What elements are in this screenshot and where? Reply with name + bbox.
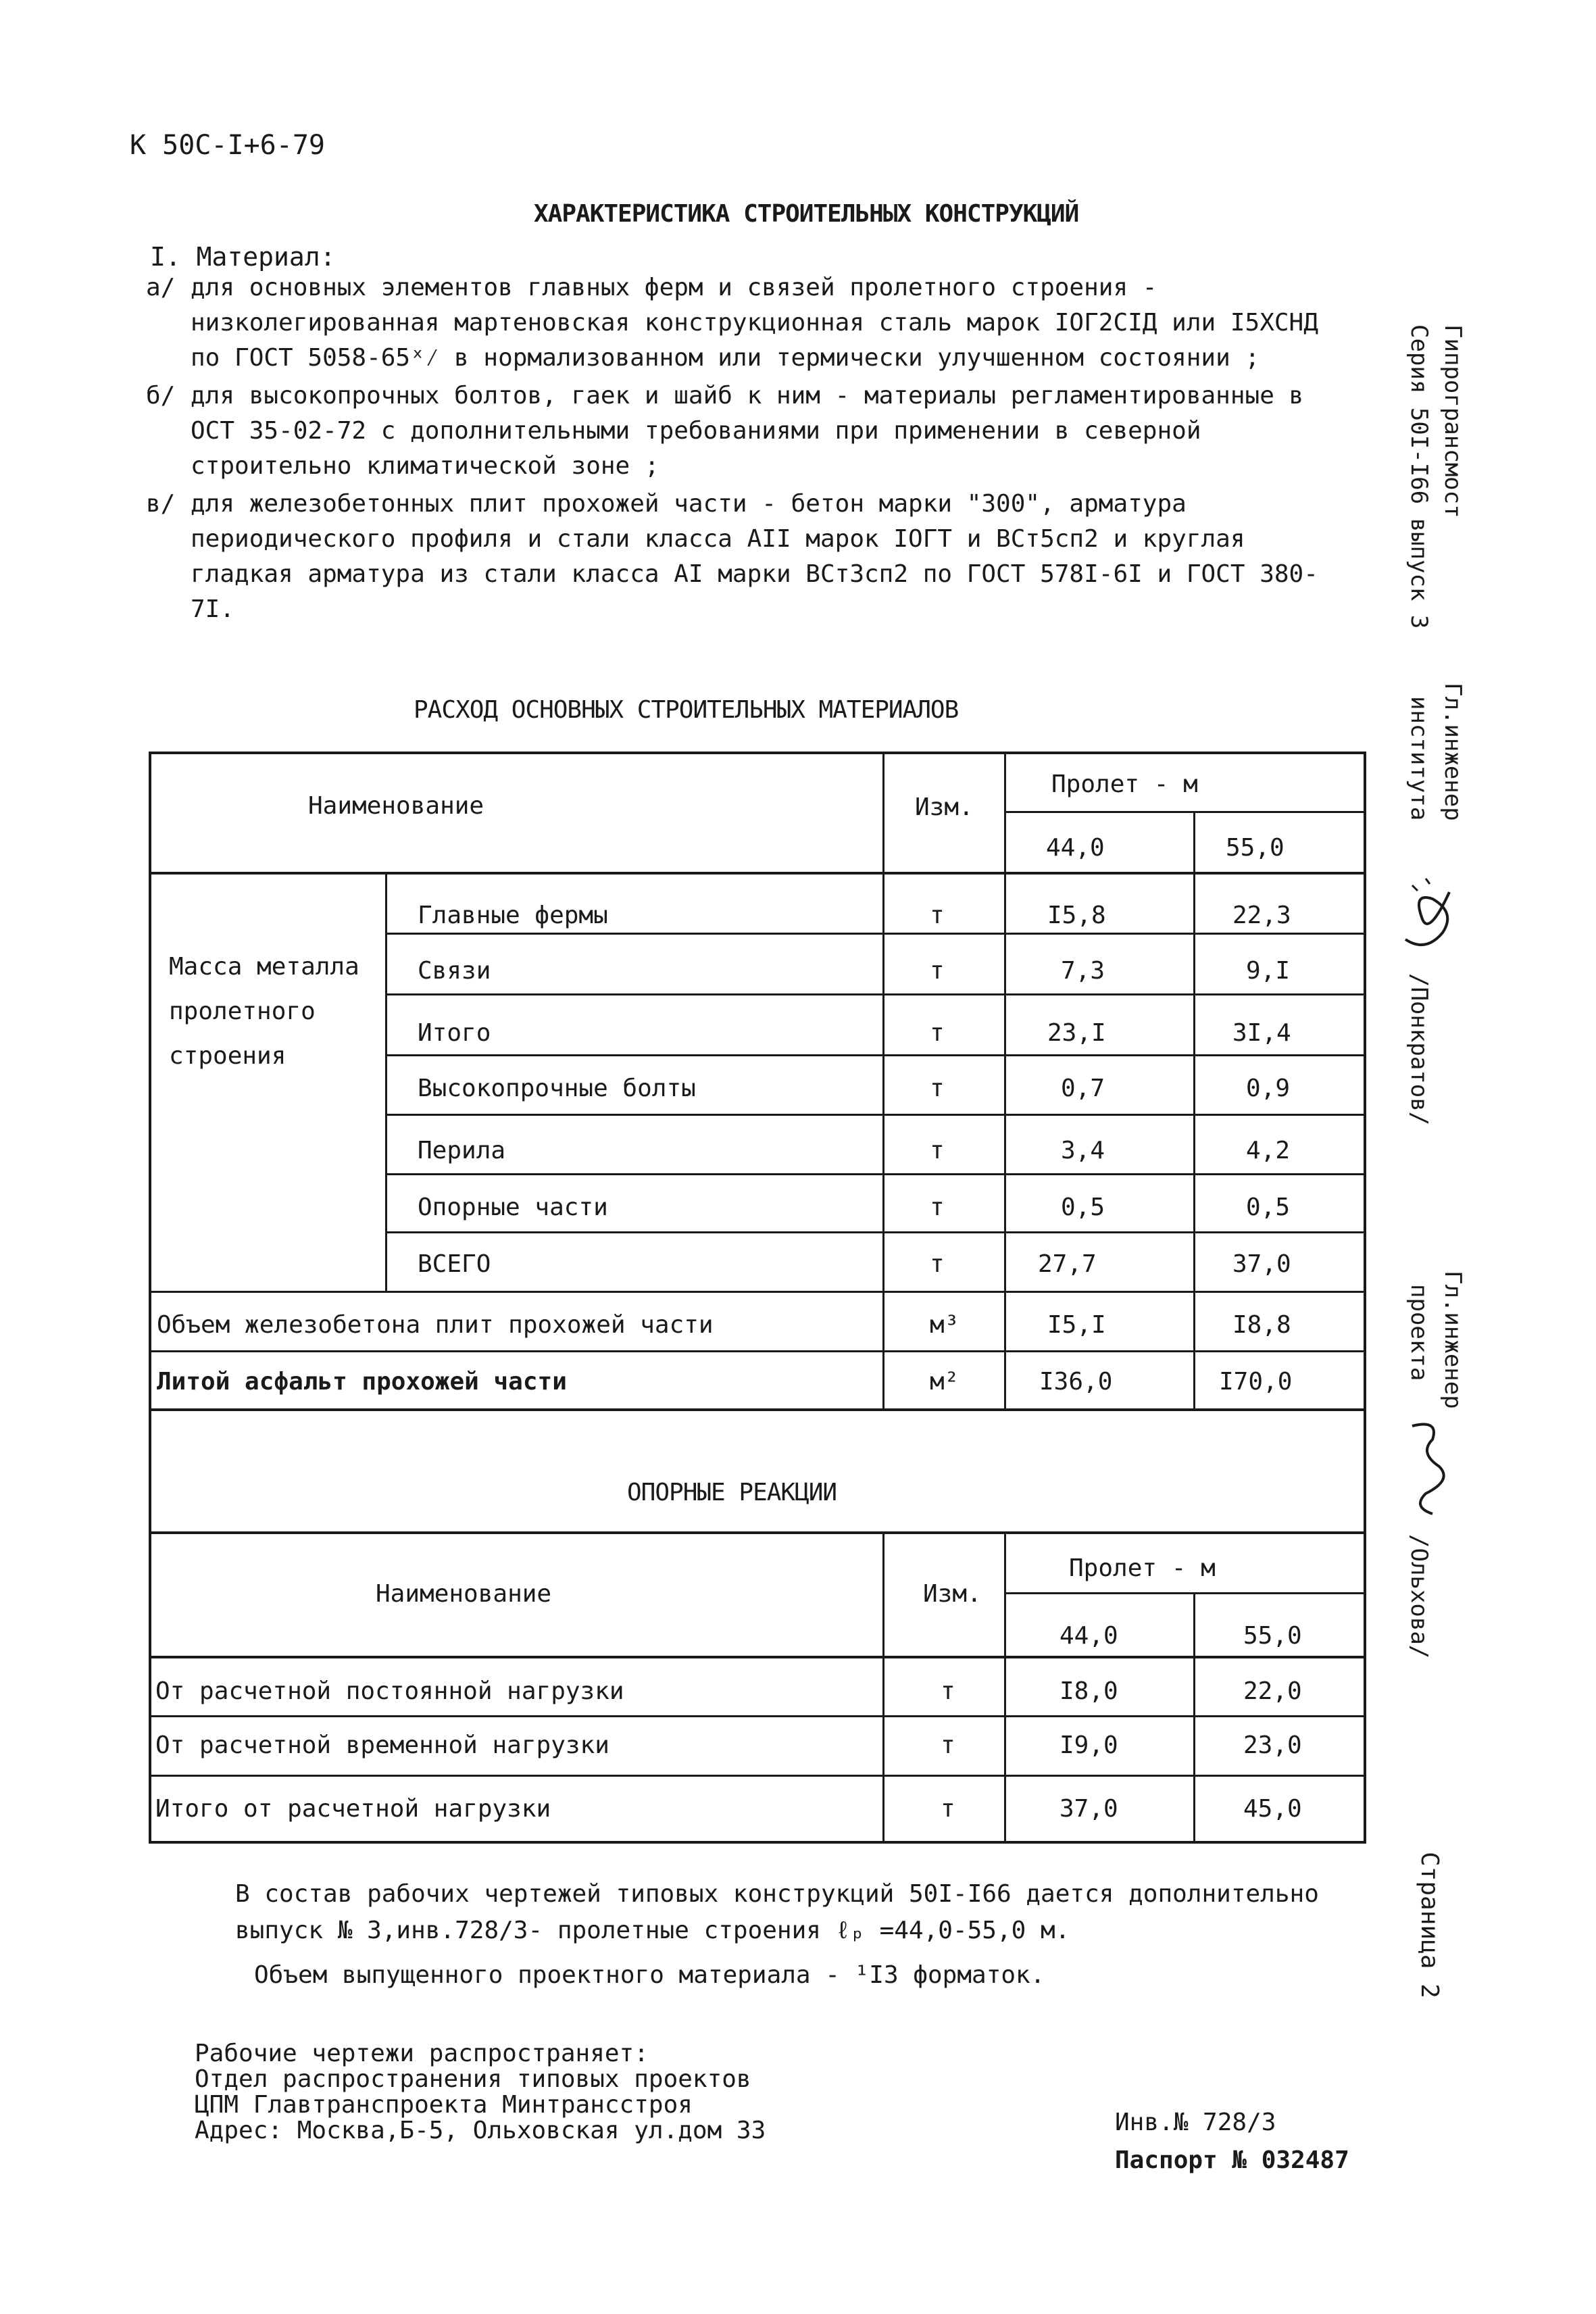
row-value-1: 0,7 xyxy=(1061,1075,1105,1102)
materials-table-title: РАСХОД ОСНОВНЫХ СТРОИТЕЛЬНЫХ МАТЕРИАЛОВ xyxy=(414,696,959,724)
row-unit: т xyxy=(930,1250,945,1278)
distribution-line: ЦПМ Главтранспроекта Минтрансстроя xyxy=(195,2091,693,2119)
distribution-block xyxy=(195,2041,766,2144)
row-value-2: 3I,4 xyxy=(1232,1019,1291,1047)
inventory-number: Инв.№ 728/3 xyxy=(1115,2109,1276,2136)
item-text: для основных элементов главных ферм и связей пролетного строения - низколегированная мартеновская конструкционная сталь марок IОГ2СIД или I5ХСНД по ГОСТ 5058-65ˣ⁄ в нормализованном или термически улучшенном состоянии ; xyxy=(191,274,1318,372)
row-name: Итого от расчетной нагрузки xyxy=(155,1795,551,1823)
reactions-title: ОПОРНЫЕ РЕАКЦИИ xyxy=(627,1479,837,1506)
signature-1-icon xyxy=(1392,872,1466,966)
sidebar-chief-engineer-project: Гл.инженер xyxy=(1439,1271,1466,1409)
sidebar-name-2: /Ольхова/ xyxy=(1405,1534,1432,1659)
group-label-line3: строения xyxy=(169,1042,286,1070)
row-value-1: I5,I xyxy=(1047,1311,1106,1339)
row-name: Главные фермы xyxy=(418,902,608,929)
row-name: Опорные части xyxy=(418,1193,608,1221)
row-name: От расчетной временной нагрузки xyxy=(155,1731,609,1759)
row-unit: т xyxy=(930,1075,945,1102)
note-line-2: выпуск № 3,инв.728/3- пролетные строения ℓₚ =44,0-55,0 м. xyxy=(235,1917,1070,1944)
material-item-c xyxy=(146,487,1353,627)
material-item-a xyxy=(146,270,1353,376)
row-unit: т xyxy=(941,1731,955,1759)
row-unit: т xyxy=(930,957,945,985)
item-text: для железобетонных плит прохожей части - бетон марки "300", арматура периодического профиля и стали класса АII марок IОГТ и ВСт5сп2 и круглая гладкая арматура из стали класса АI марки ВСт3сп2 по ГОСТ 578I-6I и ГОСТ 380-7I. xyxy=(191,490,1318,623)
page-title: ХАРАКТЕРИСТИКА СТРОИТЕЛЬНЫХ КОНСТРУКЦИЙ xyxy=(534,200,1079,228)
item-tag: б/ xyxy=(146,382,176,410)
row-value-2: 23,0 xyxy=(1243,1731,1302,1759)
passport-number: Паспорт № 032487 xyxy=(1115,2146,1349,2174)
item-text: для высокопрочных болтов, гаек и шайб к ним - материалы регламентированные в ОСТ 35-02-72 с дополнительными требованиями при применении в северной строительно климатической зоне ; xyxy=(191,382,1304,480)
sidebar-name-1: /Понкратов/ xyxy=(1405,973,1432,1126)
row-value-1: 0,5 xyxy=(1061,1193,1105,1221)
row-unit: т xyxy=(930,902,945,929)
material-item-b xyxy=(146,378,1353,484)
sidebar-institute: института xyxy=(1405,696,1432,821)
row-name: Объем железобетона плит прохожей части xyxy=(157,1311,714,1339)
span-value-2: 55,0 xyxy=(1226,834,1285,862)
row-value-1: I9,0 xyxy=(1059,1731,1118,1759)
row-value-2: 0,5 xyxy=(1246,1193,1291,1221)
row-value-2: I70,0 xyxy=(1219,1368,1293,1396)
row-unit: т xyxy=(941,1795,955,1823)
signature-2-icon xyxy=(1392,1412,1466,1521)
row-value-1: 27,7 xyxy=(1038,1250,1097,1278)
row-value-1: I36,0 xyxy=(1039,1368,1113,1396)
sidebar-org: Гипрогрансмост xyxy=(1439,324,1466,518)
group-label-line2: пролетного xyxy=(169,998,316,1025)
document-code: К 50С-I+6-79 xyxy=(130,130,325,161)
span-value-1: 44,0 xyxy=(1046,834,1105,862)
row-unit: т xyxy=(930,1193,945,1221)
row-value-2: 45,0 xyxy=(1243,1795,1302,1823)
col-header-unit: Изм. xyxy=(915,793,974,821)
row-value-1: I5,8 xyxy=(1047,902,1106,929)
row-name: Итого xyxy=(418,1019,491,1047)
row-value-1: 23,I xyxy=(1047,1019,1106,1047)
row-value-1: I8,0 xyxy=(1059,1677,1118,1705)
sidebar-series: Серия 50I-I66 выпуск 3 xyxy=(1405,324,1432,629)
row-unit: т xyxy=(930,1019,945,1047)
col-header-name: Наименование xyxy=(376,1580,552,1608)
row-name: ВСЕГО xyxy=(418,1250,491,1278)
row-value-2: 9,I xyxy=(1246,957,1291,985)
note-line-3: Объем выпущенного проектного материала - ¹I3 форматок. xyxy=(254,1961,1045,1989)
row-value-2: 22,3 xyxy=(1232,902,1291,929)
col-header-unit: Изм. xyxy=(923,1580,982,1608)
sidebar-project: проекта xyxy=(1405,1284,1432,1381)
row-value-1: 7,3 xyxy=(1061,957,1105,985)
materials-heading: I. Материал: xyxy=(150,242,336,272)
sidebar-chief-engineer-institute: Гл.инженер xyxy=(1439,683,1466,821)
distribution-line: Адрес: Москва,Б-5, Ольховская ул.дом 33 xyxy=(195,2117,766,2144)
distribution-line: Отдел распространения типовых проектов xyxy=(195,2065,751,2093)
row-name: Высокопрочные болты xyxy=(418,1075,696,1102)
row-unit: м³ xyxy=(930,1311,959,1339)
row-name: Литой асфальт прохожей части xyxy=(157,1368,567,1396)
col-header-name: Наименование xyxy=(308,792,484,820)
row-value-2: 37,0 xyxy=(1232,1250,1291,1278)
item-tag: в/ xyxy=(146,490,176,518)
row-value-1: 37,0 xyxy=(1059,1795,1118,1823)
row-value-2: I8,8 xyxy=(1232,1311,1291,1339)
row-name: Перила xyxy=(418,1137,506,1164)
row-value-1: 3,4 xyxy=(1061,1137,1105,1164)
span-value-2: 55,0 xyxy=(1243,1622,1302,1650)
row-unit: т xyxy=(941,1677,955,1705)
span-value-1: 44,0 xyxy=(1059,1622,1118,1650)
row-value-2: 4,2 xyxy=(1246,1137,1291,1164)
row-name: Связи xyxy=(418,957,491,985)
row-value-2: 22,0 xyxy=(1243,1677,1302,1705)
row-value-2: 0,9 xyxy=(1246,1075,1291,1102)
group-label-line1: Масса металла xyxy=(169,953,359,981)
note-line-1: В состав рабочих чертежей типовых конструкций 50I-I66 дается дополнительно xyxy=(235,1880,1319,1908)
sidebar-page: Страница 2 xyxy=(1416,1852,1443,1998)
row-unit: т xyxy=(930,1137,945,1164)
row-unit: м² xyxy=(930,1368,959,1396)
row-name: От расчетной постоянной нагрузки xyxy=(155,1677,624,1705)
col-header-span: Пролет - м xyxy=(1069,1554,1216,1582)
item-tag: а/ xyxy=(146,274,176,301)
distribution-line: Рабочие чертежи распространяет: xyxy=(195,2040,649,2067)
col-header-span: Пролет - м xyxy=(1051,770,1198,798)
